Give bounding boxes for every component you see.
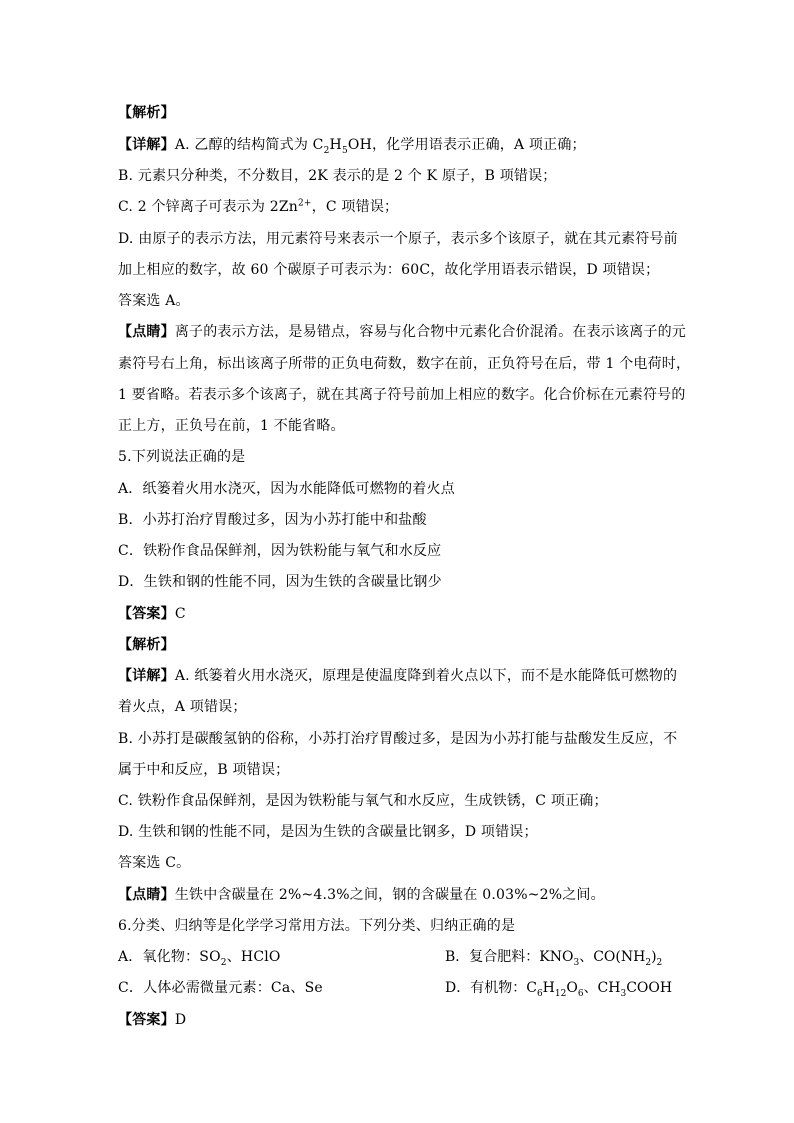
q6-option-d-sub2: 12 — [554, 988, 567, 999]
q4-detail-c-post: ，C 项错误； — [311, 199, 399, 215]
q6-option-d-h: H — [542, 980, 555, 996]
q5-tip-tag: 【点睛】 — [118, 887, 175, 903]
q6-option-d-post: 、CH — [583, 980, 621, 996]
q5-answer-line: 答案选 C。 — [118, 855, 191, 871]
q5-detail-d: D. 生铁和钢的性能不同，是因为生铁的含碳量比钢多，D 项错误； — [118, 824, 538, 840]
q6-option-d-o: O — [566, 980, 578, 996]
q6-answer-value: D — [174, 1012, 187, 1028]
q6-option-b-text: B．复合肥料：KNO — [445, 949, 574, 965]
q6-option-b-mid: 、CO(NH — [579, 949, 646, 965]
q6-option-b — [445, 947, 662, 967]
q4-tip-line3: 1 要省略。若表示多个该离子，就在其离子符号前加上相应的数字。化合价标在元素符号的 — [118, 387, 686, 403]
q5-answer — [118, 604, 678, 624]
q4-detail-d-line1: D. 由原子的表示方法，用元素符号来表示一个原子，表示多个该原子，就在其元素符号前 — [118, 231, 678, 247]
q6-option-d-sub4: 3 — [620, 988, 627, 999]
q5-tip — [118, 885, 678, 905]
q5-option-a: A．纸篓着火用水浇灭，因为水能降低可燃物的着火点 — [118, 481, 455, 497]
q5-answer-value: C — [174, 606, 186, 622]
q4-analysis-heading: 【解析】 — [118, 105, 175, 121]
q6-option-d-end: COOH — [626, 980, 673, 996]
q4-tip-line1 — [118, 322, 687, 342]
q4-detail-c-sup: 2+ — [297, 198, 312, 209]
q6-option-a-sub: 2 — [220, 957, 227, 968]
q5-detail-tag: 【详解】 — [118, 668, 175, 684]
q4-detail-tag: 【详解】 — [118, 137, 175, 153]
q5-detail-a-line2: 着火点，A 项错误； — [118, 699, 247, 715]
q5-option-d: D．生铁和钢的性能不同，因为生铁的含碳量比钢少 — [118, 574, 442, 590]
q4-detail-d-line2: 加上相应的数字，故 60 个碳原子可表示为：60C，故化学用语表示错误，D 项错误； — [118, 262, 660, 278]
q5-detail-b-line2: 属于中和反应，B 项错误； — [118, 762, 290, 778]
q6-option-b-close: ) — [651, 949, 657, 965]
q4-tip-text1: 离子的表示方法，是易错点，容易与化合物中元素化合价混淆。在表示该离子的元 — [174, 324, 687, 340]
q6-answer — [118, 1010, 678, 1030]
q4-detail-a — [118, 135, 678, 155]
q5-analysis-heading: 【解析】 — [118, 637, 175, 653]
q5-answer-tag: 【答案】 — [118, 606, 175, 622]
q4-tip-line2: 素符号右上角，标出该离子所带的正负电荷数，数字在前，正负符号在后，带 1 个电荷时， — [118, 356, 691, 372]
q6-option-d-sub3: 6 — [577, 988, 584, 999]
q5-detail-c: C. 铁粉作食品保鲜剂，是因为铁粉能与氧气和水反应，生成铁锈，C 项正确； — [118, 793, 608, 809]
q6-option-b-sub2: 2 — [645, 957, 652, 968]
q6-option-b-sub3: 2 — [656, 957, 663, 968]
q5-option-c: C．铁粉作食品保鲜剂，因为铁粉能与氧气和水反应 — [118, 543, 442, 559]
q6-option-d-text: D．有机物：C — [445, 980, 537, 996]
q4-detail-a-post: OH，化学用语表示正确，A 项正确； — [347, 137, 586, 153]
q4-tip-tag: 【点睛】 — [118, 324, 175, 340]
q5-detail-a-line1 — [118, 666, 678, 686]
q4-detail-a-sub1: 2 — [323, 145, 330, 156]
q5-stem: 5.下列说法正确的是 — [118, 449, 246, 465]
q4-detail-a-sub2: 5 — [341, 145, 348, 156]
q6-answer-tag: 【答案】 — [118, 1012, 175, 1028]
q4-detail-a-text: A. 乙醇的结构简式为 C — [174, 137, 324, 153]
q5-detail-b-line1: B. 小苏打是碳酸氢钠的俗称，小苏打治疗胃酸过多，是因为小苏打能与盐酸发生反应，不 — [118, 731, 678, 747]
q6-option-b-sub1: 3 — [573, 957, 580, 968]
q4-tip-line4: 正上方，正负号在前，1 不能省略。 — [118, 418, 345, 434]
q4-detail-b: B. 元素只分种类，不分数目，2K 表示的是 2 个 K 原子，B 项错误； — [118, 168, 557, 184]
q6-option-d-sub1: 6 — [536, 988, 543, 999]
q6-option-c: C．人体必需微量元素：Ca、Se — [118, 980, 323, 996]
q4-detail-c — [118, 197, 678, 217]
q6-option-a-text: A．氧化物：SO — [118, 949, 221, 965]
q6-stem: 6.分类、归纳等是化学学习常用方法。下列分类、归纳正确的是 — [118, 918, 516, 934]
q6-option-d — [445, 978, 672, 998]
q6-option-a-post: 、HClO — [226, 949, 281, 965]
q4-detail-c-text: C. 2 个锌离子可表示为 2Zn — [118, 199, 298, 215]
q5-detail-a-text: A. 纸篓着火用水浇灭，原理是使温度降到着火点以下，而不是水能降低可燃物的 — [174, 668, 678, 684]
q5-tip-text: 生铁中含碳量在 2%~4.3%之间，钢的含碳量在 0.03%~2%之间。 — [174, 887, 605, 903]
q4-answer-line: 答案选 A。 — [118, 293, 190, 309]
q4-detail-a-mid: H — [329, 137, 342, 153]
q5-option-b: B．小苏打治疗胃酸过多，因为小苏打能中和盐酸 — [118, 512, 427, 528]
